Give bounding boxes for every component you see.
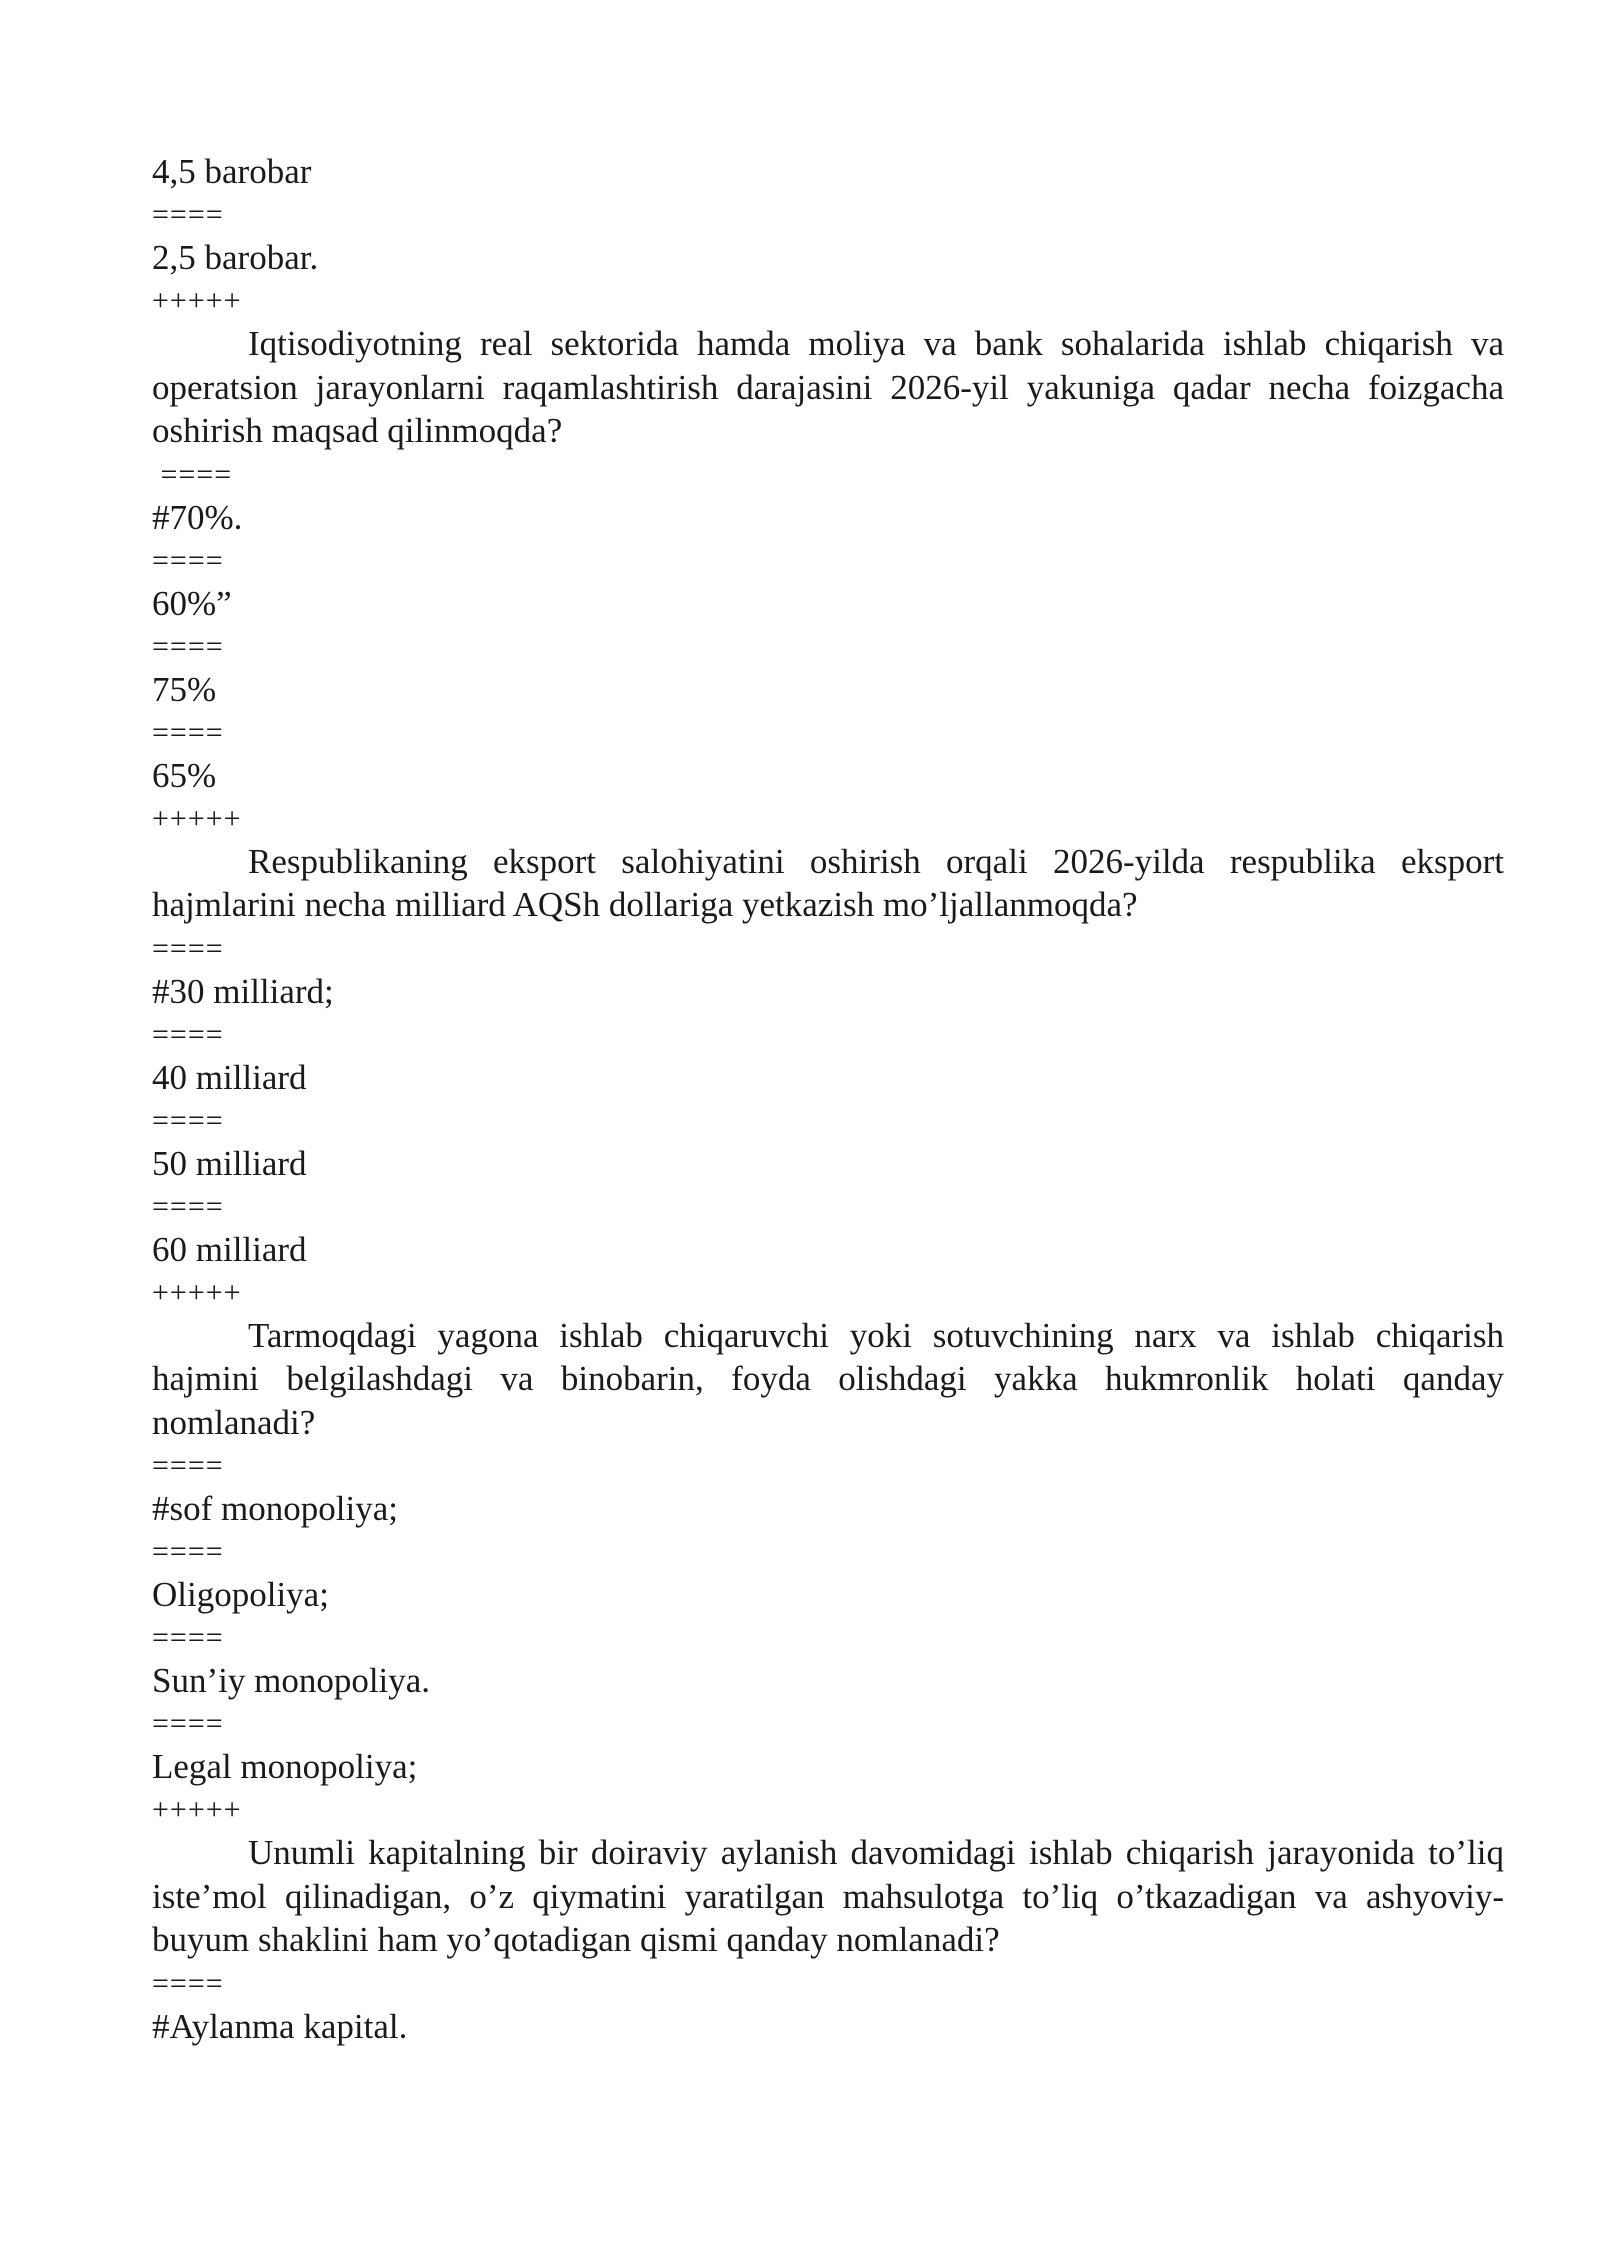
answer-option: 40 milliard xyxy=(152,1057,307,1097)
option-separator: ==== xyxy=(152,931,224,965)
option-separator: ==== xyxy=(152,1707,224,1740)
answer-option: 60 milliard xyxy=(152,1229,307,1269)
option-separator: ==== xyxy=(152,629,224,663)
correct-answer-option: #70%. xyxy=(152,497,243,537)
correct-answer-option: #30 milliard; xyxy=(152,971,334,1011)
answer-option: Oligopoliya; xyxy=(152,1575,329,1614)
option-separator: ==== xyxy=(152,1621,224,1654)
answer-option: 2,5 barobar. xyxy=(152,238,319,277)
question-separator: +++++ xyxy=(152,1793,242,1826)
option-separator: ==== xyxy=(152,1017,224,1051)
option-separator: ==== xyxy=(152,543,224,577)
option-separator: ==== xyxy=(152,1966,224,2000)
question-text: Iqtisodiyotning real sektorida hamda moliya va bank sohalarida ishlab chiqarish va operatsion jarayonlarni raqamlashtirish darajasini 2026-yil yakuniga qadar necha foizgacha oshirish maqsad qilinmoqda? xyxy=(152,324,1504,450)
correct-answer-option: #Aylanma kapital. xyxy=(152,2006,408,2046)
option-separator: ==== xyxy=(152,715,224,749)
option-separator: ==== xyxy=(152,1535,224,1568)
question-text: Tarmoqdagi yagona ishlab chiqaruvchi yoki sotuvchining narx va ishlab chiqarish hajmini belgilashdagi va binobarin, foyda olishdagi yakka hukmronlik holati qanday nomlanadi? xyxy=(152,1315,1504,1442)
option-separator: ==== xyxy=(152,1189,224,1223)
option-separator: ==== xyxy=(152,198,224,231)
question-separator: +++++ xyxy=(152,801,242,835)
answer-option: 60%” xyxy=(152,583,232,623)
correct-answer-option: #sof monopoliya; xyxy=(152,1489,398,1528)
answer-option: 50 milliard xyxy=(152,1143,307,1183)
option-separator: ==== xyxy=(152,1103,224,1137)
question-separator: +++++ xyxy=(152,1275,242,1309)
answer-option: 75% xyxy=(152,669,217,709)
answer-option: 4,5 barobar xyxy=(152,152,312,191)
question-text: Unumli kapitalning bir doiraviy aylanish davomidagi ishlab chiqarish jarayonida to’liq iste’mol qilinadigan, o’z qiymatini yaratilgan mahsulotga to’liq o’tkazadigan va ashyoviy-buyum shaklini ham yo’qotadigan qismi qanday nomlanadi? xyxy=(152,1833,1504,1959)
question-separator: +++++ xyxy=(152,284,242,317)
question-text: Respublikaning eksport salohiyatini oshirish orqali 2026-yilda respublika eksport hajmlarini necha milliard AQSh dollariga yetkazish mo’ljallanmoqda? xyxy=(152,841,1504,924)
answer-option: 65% xyxy=(152,755,217,795)
option-separator: ==== xyxy=(152,457,233,491)
option-separator: ==== xyxy=(152,1449,224,1482)
document-page xyxy=(152,150,1504,2048)
answer-option: Sun’iy monopoliya. xyxy=(152,1661,431,1700)
answer-option: Legal monopoliya; xyxy=(152,1747,418,1786)
